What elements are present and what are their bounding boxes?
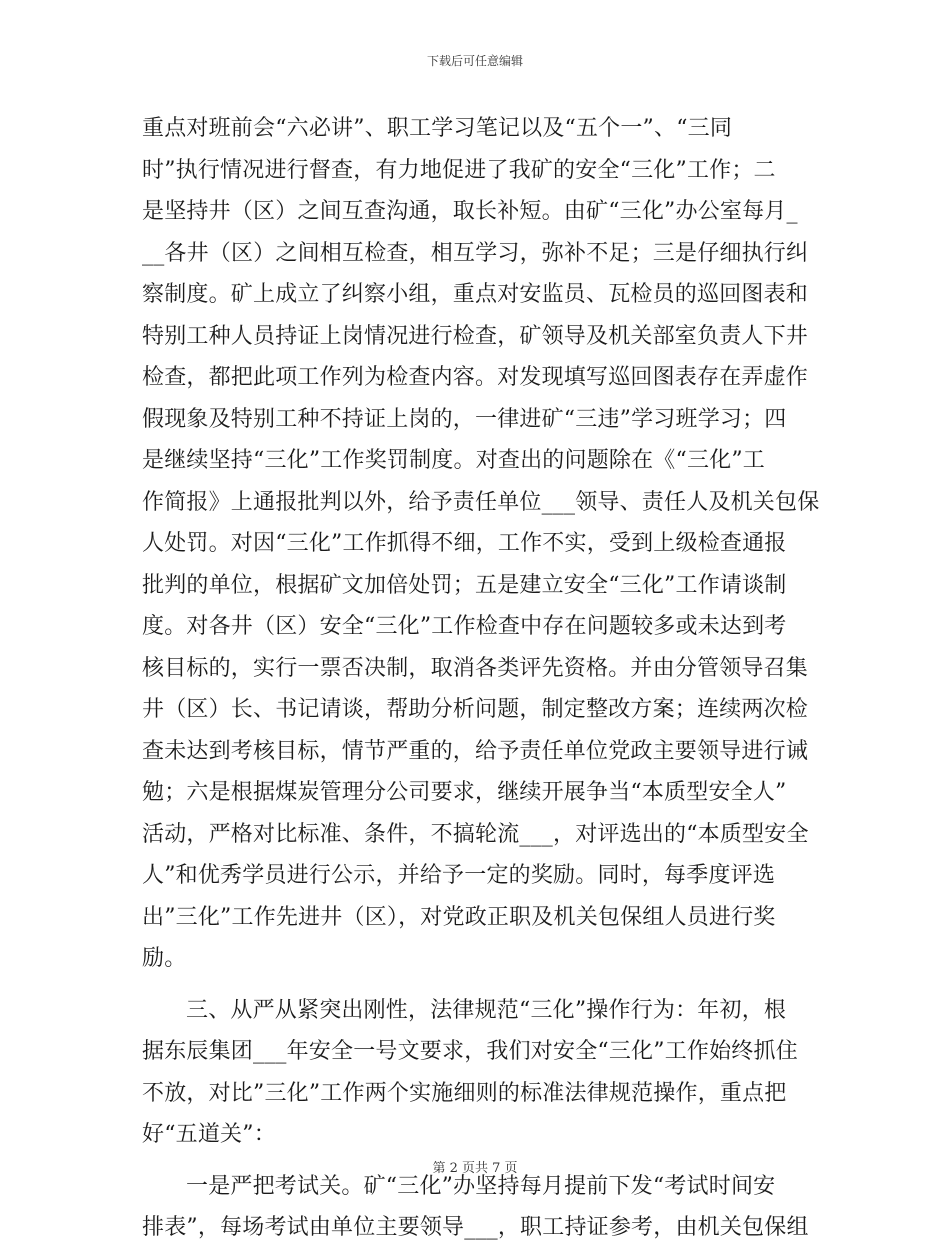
paragraph-3-line: 好“五道关”： (142, 1122, 276, 1147)
text-line: 是继续坚持“三化”工作奖罚制度。对查出的问题除在《“三化”工 (142, 448, 765, 473)
text-line: 是坚持井（区）之间互查沟通，取长补短。由矿“三化”办公室每月_ (142, 199, 798, 224)
text-line: 时”执行情况进行督查，有力地促进了我矿的安全“三化”工作；二 (142, 157, 776, 183)
text-line: 特别工种人员持证上岗情况进行检查，矿领导及机关部室负责人下井 (142, 323, 809, 349)
page-footer (0, 1157, 950, 1176)
text-line: 人处罚。对因“三化”工作抓得不细，工作不实，受到上级检查通报 (142, 531, 787, 556)
text-line: 察制度。矿上成立了纠察小组，重点对安监员、瓦检员的巡回图表和 (142, 282, 809, 307)
text-line: 人”和优秀学员进行公示，并给予一定的奖励。同时，每季度评选 (142, 863, 776, 888)
text-line: 查未达到考核目标，情节严重的，给予责任单位党政主要领导进行诫 (142, 738, 809, 764)
text-line: 核目标的，实行一票否决制，取消各类评先资格。并由分管领导召集 (142, 655, 809, 681)
paragraph-3-line: 据东辰集团___年安全一号文要求，我们对安全“三化”工作始终抓住 (142, 1039, 798, 1064)
text-line: 作简报》上通报批判以外，给予责任单位___领导、责任人及机关包保 (142, 489, 820, 515)
paragraph-4-line: 一是严把考试关。矿“三化”办坚持每月提前下发“考试时间安 (186, 1173, 776, 1199)
text-line: 励。 (142, 946, 187, 971)
paragraph-4-line: 排表”，每场考试由单位主要领导___，职工持证参考，由机关包保组 (142, 1215, 809, 1240)
paragraph-3-line: 不放，对比”三化”工作两个实施细则的标准法律规范操作，重点把 (142, 1080, 787, 1106)
text-line: 井（区）长、书记请谈，帮助分析问题，制定整改方案；连续两次检 (142, 697, 809, 722)
text-line: 假现象及特别工种不持证上岗的，一律进矿“三违”学习班学习；四 (142, 406, 787, 432)
text-line: __各井（区）之间相互检查，相互学习，弥补不足；三是仔细执行纠 (142, 240, 809, 266)
page-number: 第 2 页共 7 页 (432, 1161, 518, 1176)
header-note: 下载后可任意编辑 (426, 54, 523, 68)
paragraph-3-line: 三、从严从紧突出刚性，法律规范“三化”操作行为：年初，根 (186, 997, 787, 1023)
paragraph-gap (142, 980, 808, 990)
text-line: 重点对班前会“六必讲”、职工学习笔记以及“五个一”、“三同 (142, 116, 733, 141)
text-line: 出”三化”工作先进井（区），对党政正职及机关包保组人员进行奖 (142, 904, 776, 930)
text-line: 批判的单位，根据矿文加倍处罚；五是建立安全“三化”工作请谈制 (142, 572, 787, 598)
page-header (0, 52, 950, 69)
text-line: 活动，严格对比标准、条件，不搞轮流___，对评选出的“本质型安全 (142, 821, 809, 847)
document-body (142, 108, 820, 1249)
text-line: 度。对各井（区）安全“三化”工作检查中存在问题较多或未达到考 (142, 614, 787, 639)
text-line: 检查，都把此项工作列为检查内容。对发现填写巡回图表存在弄虚作 (142, 365, 809, 390)
text-line: 勉；六是根据煤炭管理分公司要求，继续开展争当“本质型安全人” (142, 780, 787, 805)
